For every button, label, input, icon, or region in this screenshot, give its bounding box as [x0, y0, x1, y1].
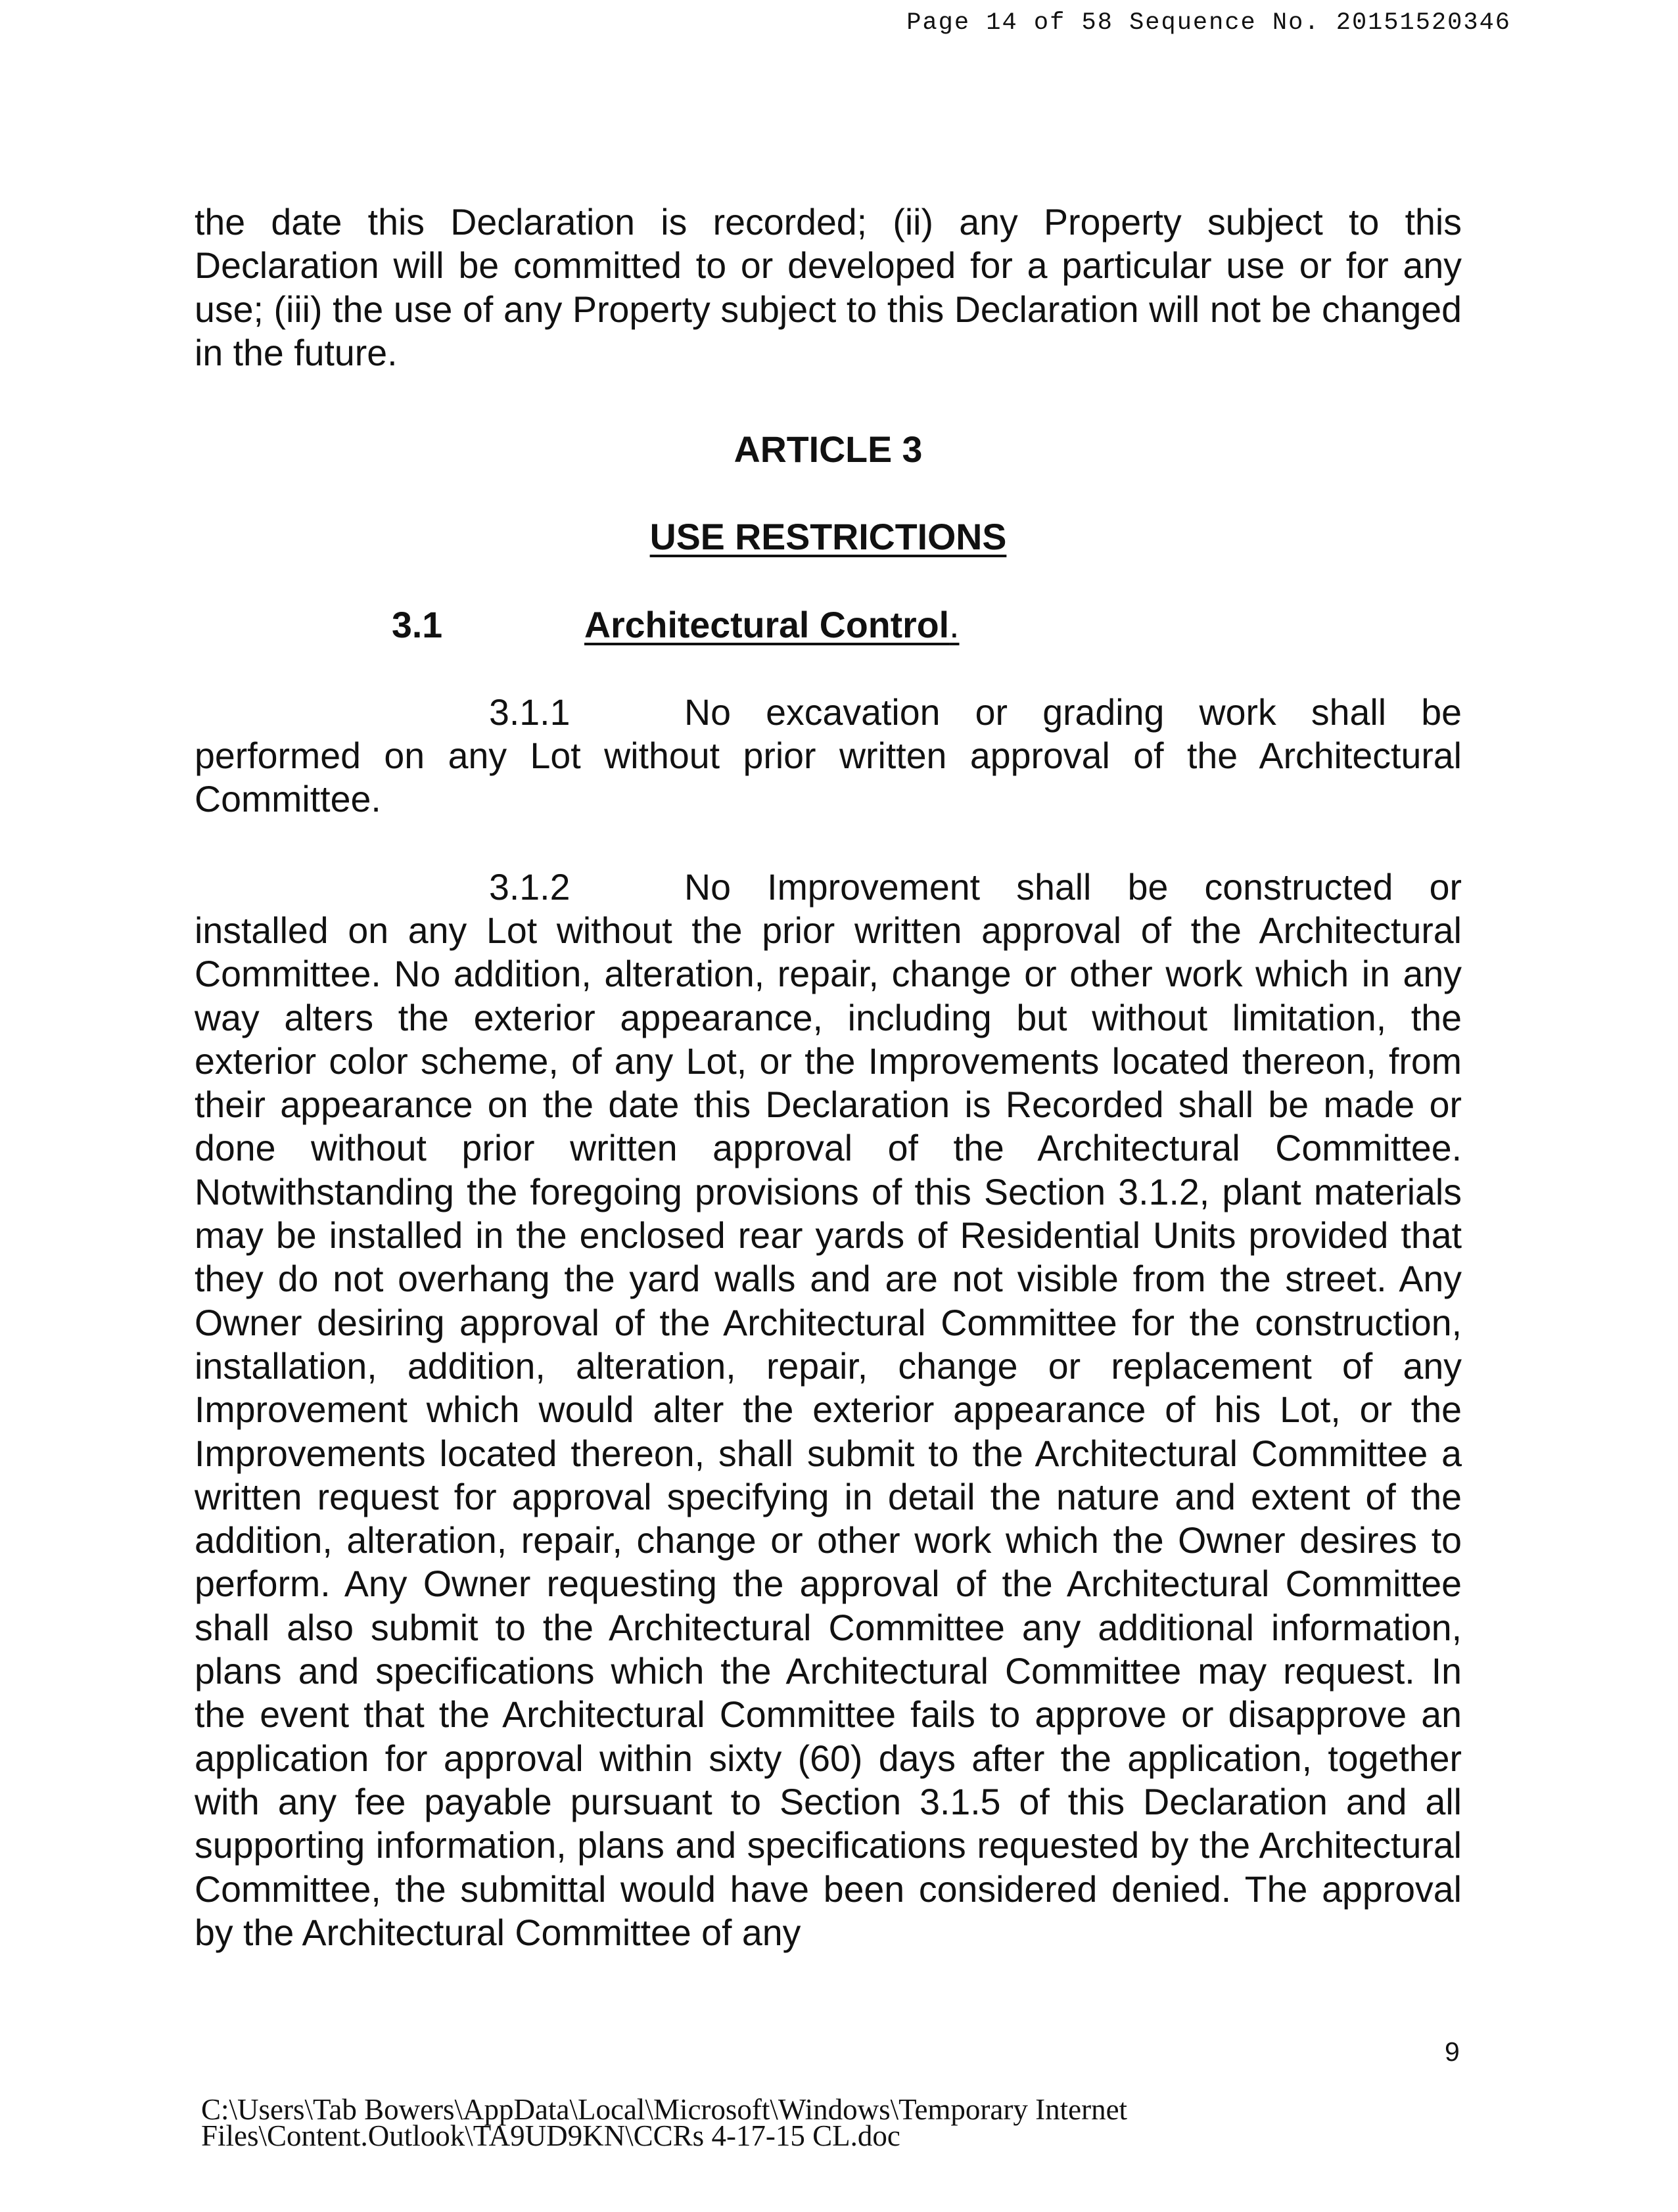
subsection-number: 3.1.1 [489, 691, 571, 733]
section-title [584, 603, 959, 647]
article-subtitle-text: USE RESTRICTIONS [649, 517, 1007, 558]
subsection-3-1-1 [195, 691, 1462, 821]
document-body [195, 200, 1462, 1954]
subsection-text: installed on any Lot without the prior written approval of the Architectural Committee. No addition, alteration, repair, change or other work which in any way alters the exterior appearance, including but without limitation, the exterior color scheme, of any Lot, or the Improvements located thereon, from their appearance on the date this Declaration is Recorded shall be made or done without prior written approval of the Architectural Committee. Notwithstanding the foregoing provisions of this Section 3.1.2, plant materials may be installed in the enclosed rear yards of Residential Units provided that they do not overhang the yard walls and are not visible from the street. Any Owner desiring approval of the Architectural Committee for the construction, installation, addition, alteration, repair, change or replacement of any Improvement which would alter the exterior appearance of his Lot, or the Improvements located thereon, shall submit to the Architectural Committee a written request for approval specifying in detail the nature and extent of the addition, alteration, repair, change or other work which the Owner desires to perform. Any Owner requesting the approval of the Architectural Committee shall also submit to the Architectural Committee any additional information, plans and specifications which the Architectural Committee may request. In the event that the Architectural Committee fails to approve or disapprove an application for approval within sixty (60) days after the application, together with any fee payable pursuant to Section 3.1.5 of this Declaration and all supporting information, plans and specifications requested by the Architectural Committee, the submittal would have been considered denied. The approval by the Architectural Committee of any [195, 910, 1462, 1953]
page-number: 9 [1445, 2037, 1460, 2067]
subsection-heading-line [195, 691, 1462, 734]
intro-paragraph: the date this Declaration is recorded; (ii) any Property subject to this Declaration will be committed to or developed for a particular use or for any use; (iii) the use of any Property subject to this Declaration will not be changed in the future. [195, 202, 1462, 373]
subsection-heading-line [195, 865, 1462, 909]
page-sequence-header: Page 14 of 58 Sequence No. 20151520346 [906, 9, 1511, 37]
file-path-line-1: C:\Users\Tab Bowers\AppData\Local\Microsoft\Windows\Temporary Internet [201, 2093, 1128, 2126]
subsection-3-1-2 [195, 865, 1462, 1954]
subsection-lead: No Improvement shall be constructed or [684, 866, 1462, 908]
file-path-footer [201, 2093, 1128, 2152]
file-path-line-2: Files\Content.Outlook\TA9UD9KN\CCRs 4-17-15 CL.doc [201, 2119, 900, 2152]
section-number: 3.1 [392, 604, 443, 645]
section-heading [195, 603, 1462, 647]
section-title-period: . [949, 604, 960, 645]
article-title: ARTICLE 3 [734, 429, 923, 471]
subsection-text: performed on any Lot without prior written approval of the Architectural Committee. [195, 735, 1462, 820]
subsection-number: 3.1.2 [489, 866, 571, 908]
section-title-text: Architectural Control [584, 604, 950, 645]
subsection-lead: No excavation or grading work shall be [684, 691, 1462, 733]
article-subtitle [195, 515, 1462, 559]
